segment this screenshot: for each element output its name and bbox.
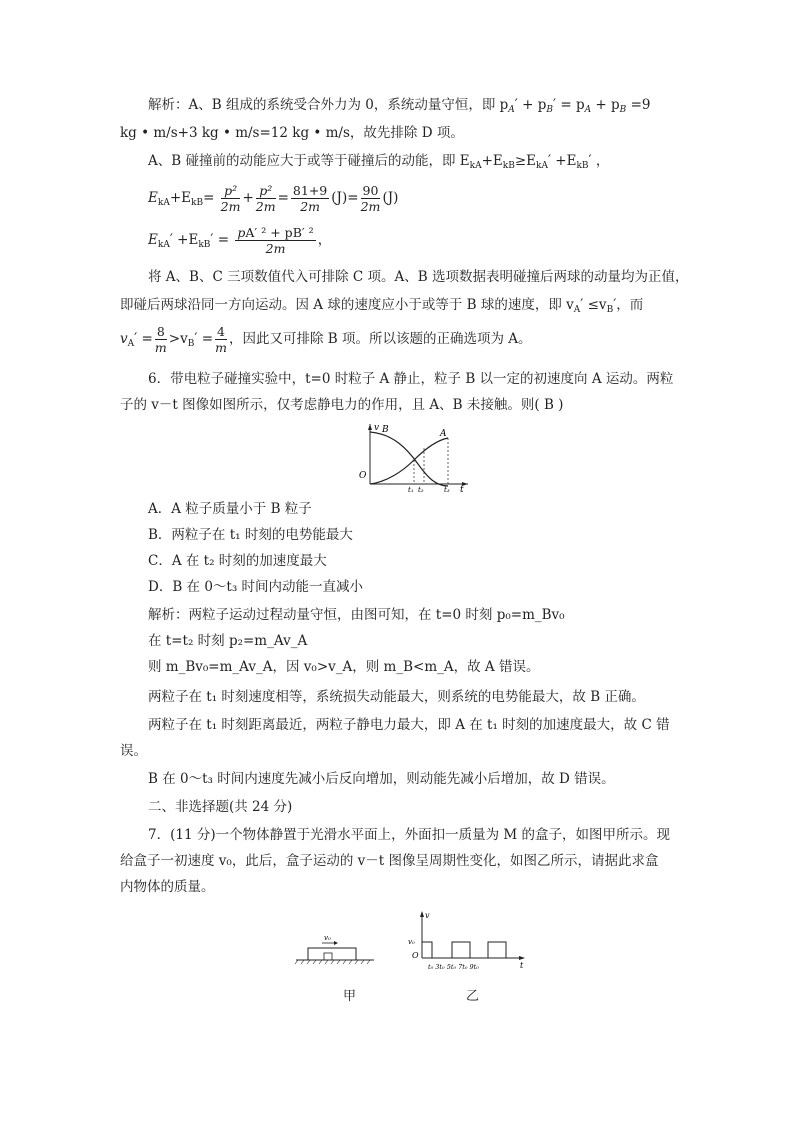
q6-option-c: C．A 在 t₂ 时刻的加速度最大 (148, 553, 327, 569)
y-axis-arrow (420, 911, 424, 917)
x-axis-label: t (460, 485, 464, 492)
t3-label: t₃ (444, 486, 450, 492)
energy-equation-1: $E_{kA}+E_{kB}=$ $\frac{\text{p²}}{2m}$ + $\frac{\text{p²}}{2m}$ = $\frac{81+9}{2m}$ (J)= $\frac{90}{2m}$ (J) (148, 183, 399, 214)
caption-yi: 乙 (466, 989, 480, 1004)
y-axis-label: v (374, 423, 380, 433)
analysis-line-3: A、B 碰撞前的动能应大于或等于碰撞后的动能，即 $E_{kA}+E_{kB}\ge E_{kA}' +E_{kB}'$ ， (148, 153, 610, 171)
analysis-line-7: 即碰后两球沿同一方向运动。因 A 球的速度应小于或等于 B 球的速度，即 $v_A' \le v_B'$，而 (120, 297, 644, 315)
q6-vt-graph (356, 420, 476, 492)
q6-solution-6: 误。 (120, 743, 147, 759)
x-axis-arrow (519, 956, 525, 960)
q6-option-b: B．两粒子在 t₁ 时刻的电势能最大 (148, 527, 353, 543)
q7-figure-yi (404, 908, 528, 972)
analysis-line-1: 解析：A、B 组成的系统受合外力为 0，系统动量守恒，即 $p_A' + p_B' = p_A + p_B =9$ (148, 97, 651, 115)
y-axis-label: v (425, 911, 430, 920)
origin-label: O (412, 951, 419, 960)
q6-solution-1: 解析：两粒子运动过程动量守恒，由图可知，在 t=0 时刻 p₀=m_Bv₀ (148, 607, 565, 623)
t2-label: t₂ (418, 486, 424, 492)
fraction: $\frac{90}{2m}$ (360, 183, 381, 214)
analysis-line-2: kg • m/s+3 kg • m/s=12 kg • m/s，故先排除 D 项。 (120, 125, 464, 141)
curve-a (370, 438, 448, 484)
pulse-3 (488, 942, 506, 958)
q6-solution-5: 两粒子在 t₁ 时刻距离最近，两粒子静电力最大，即 A 在 t₁ 时刻的加速度最大，故 C 错 (148, 717, 670, 733)
inner-object (324, 953, 332, 960)
q7-stem-line-1: 7．(11 分)一个物体静置于光滑水平面上，外面扣一质量为 M 的盒子，如图甲所示。现 (148, 827, 670, 843)
label-a: A (440, 429, 447, 439)
x-axis-label: t (520, 961, 524, 970)
q6-stem-line-1: 6．带电粒子碰撞实验中，t=0 时粒子 A 静止，粒子 B 以一定的初速度向 A 运动。两粒 (148, 371, 674, 387)
v0-label: v₀ (324, 934, 331, 942)
q6-solution-2: 在 t=t₂ 时刻 p₂=m_Av_A (148, 633, 308, 649)
fraction: $\frac{\text{p²}}{2m}$ (220, 183, 241, 214)
ground-hatching (295, 960, 370, 964)
origin-label: O (359, 471, 367, 481)
q6-solution-4: 两粒子在 t₁ 时刻速度相等，系统损失动能最大，则系统的电势能最大，故 B 正确。 (148, 689, 645, 705)
curve-b (370, 432, 448, 486)
velocity-arrowhead (334, 941, 338, 945)
fraction: $\frac{4}{m}$ (215, 324, 227, 355)
q6-solution-7: B 在 0～t₃ 时间内速度先减小后反向增加，则动能先减小后增加，故 D 错误。 (148, 771, 615, 787)
fraction: $\frac{\text{p²}}{2m}$ (255, 183, 276, 214)
q6-option-d: D．B 在 0～t₃ 时间内动能一直减小 (148, 579, 364, 595)
fraction: $\frac{81+9}{2m}$ (292, 183, 328, 214)
q6-solution-3: 则 m_Bv₀=m_Av_A，因 v₀>v_A，则 m_B<m_A，故 A 错误。 (148, 659, 540, 675)
label-b: B (382, 425, 389, 435)
energy-equation-2: $E_{kA}' +E_{kB}'$ = $\frac{\text{pA′ ² + pB′ ²}}{2m}$ ， (148, 225, 332, 256)
q7-figure-jia (294, 930, 384, 970)
x-ticks: t₀ 3t₀ 5t₀ 7t₀ 9t₀ (428, 963, 479, 971)
q6-stem-line-2: 子的 v－t 图像如图所示，仅考虑静电力的作用，且 A、B 未接触。则( B ) (120, 397, 564, 413)
q7-stem-line-3: 内物体的质量。 (120, 879, 215, 895)
pulse-2 (452, 942, 470, 958)
q6-option-a: A．A 粒子质量小于 B 粒子 (148, 501, 312, 517)
analysis-line-8: $v_A'$ = $\frac{8}{m}$ $>v_B'$ = $\frac{4}{m}$ ，因此又可排除 B 项。所以该题的正确选项为 A。 (120, 324, 532, 355)
fraction: $\frac{\text{pA′ ² + pB′ ²}}{2m}$ (237, 225, 314, 256)
caption-jia: 甲 (343, 989, 357, 1004)
q7-stem-line-2: 给盒子一初速度 v₀，此后，盒子运动的 v－t 图像呈周期性变化，如图乙所示，请据此求盒 (120, 853, 659, 869)
t1-label: t₁ (408, 486, 414, 492)
y-axis-arrow (368, 424, 372, 430)
fraction: $\frac{8}{m}$ (154, 324, 167, 355)
pulse-1 (422, 942, 432, 958)
v0-label: v₀ (408, 938, 415, 946)
analysis-line-6: 将 A、B、C 三项数值代入可排除 C 项。A、B 选项数据表明碰撞后两球的动量均为正值， (148, 269, 689, 285)
section-title: 二、非选择题(共 24 分) (148, 799, 293, 815)
